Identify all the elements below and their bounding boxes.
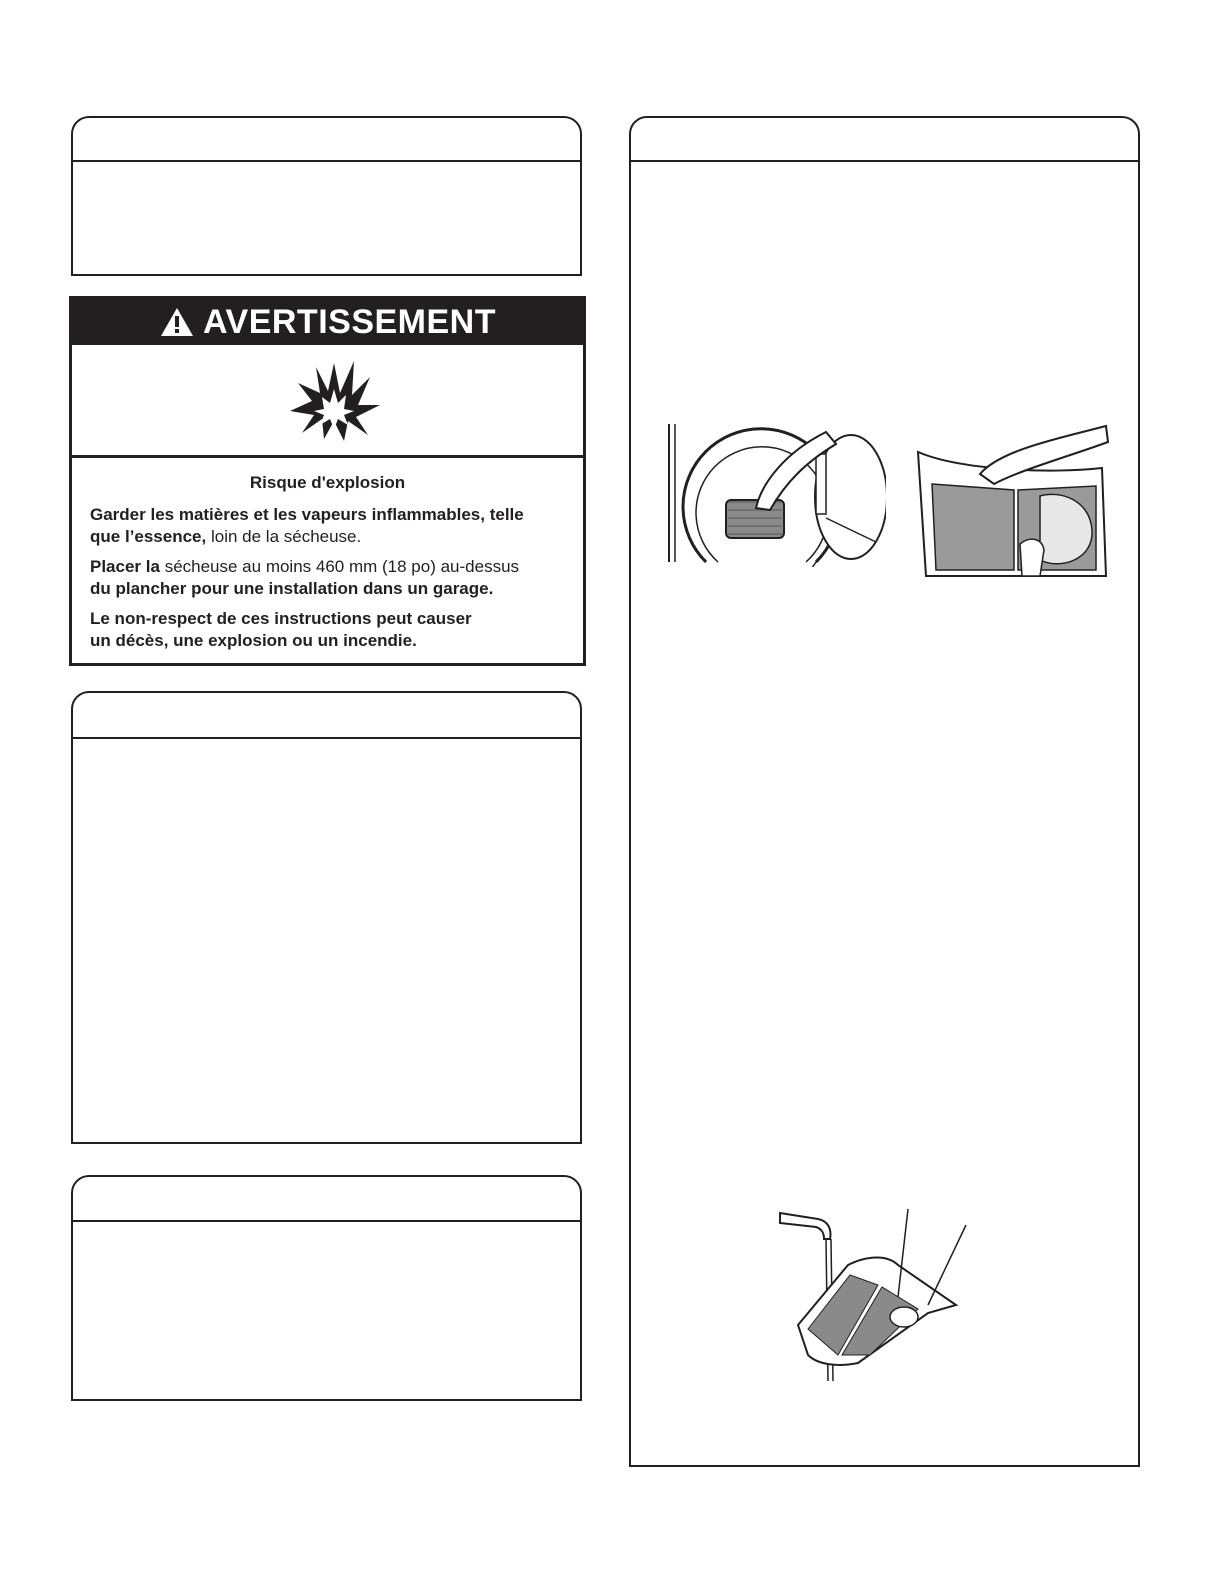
warning-triangle-icon: [159, 306, 195, 338]
lint-removal-illustration: [910, 420, 1110, 580]
warning-paragraph-3: [90, 608, 565, 652]
warning-box: [69, 296, 586, 666]
dryer-lint-screen-illustration: [666, 422, 886, 567]
p1-line-a: Garder les matières et les vapeurs inflammables, telle: [90, 505, 524, 524]
p2-part-c: du plancher pour une installation dans un garage.: [90, 579, 494, 598]
left-box-bottom: [71, 1175, 582, 1401]
box-header-rule: [73, 1220, 580, 1222]
p2-part-a: Placer la: [90, 557, 160, 576]
warning-paragraph-1: [90, 504, 565, 548]
p1-line-b: que l’essence,: [90, 527, 207, 546]
left-box-middle: [71, 691, 582, 1144]
warning-body: [72, 458, 583, 663]
warning-header: [72, 299, 583, 345]
warning-symbol-panel: [72, 345, 583, 458]
p3-line-a: Le non-respect de ces instructions peut causer: [90, 609, 472, 628]
p1-line-c: loin de la sécheuse.: [210, 527, 362, 546]
box-header-rule: [73, 737, 580, 739]
p2-part-b: sécheuse au moins 460 mm (18 po) au-dessus: [164, 557, 520, 576]
warning-paragraph-2: [90, 556, 565, 600]
explosion-icon: [284, 355, 384, 445]
risk-title: Risque d'explosion: [249, 473, 406, 492]
box-header-rule: [73, 160, 580, 162]
p3-line-b: un décès, une explosion ou un incendie.: [90, 631, 417, 650]
box-header-rule: [631, 160, 1138, 162]
wash-lint-screen-illustration: [778, 1205, 978, 1385]
left-box-top: [71, 116, 582, 276]
warning-title: AVERTISSEMENT: [202, 302, 496, 341]
